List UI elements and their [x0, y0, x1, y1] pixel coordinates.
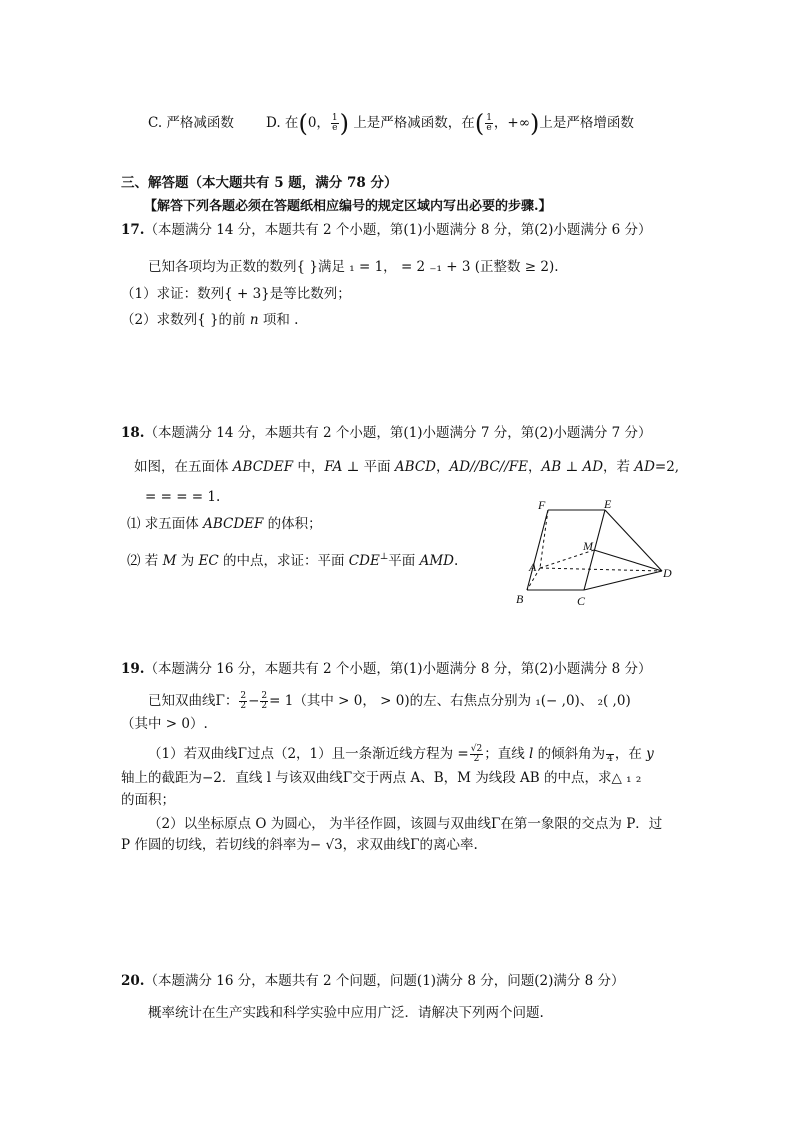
interval2-fraction: $\frac{1}{e}$ — [486, 113, 492, 133]
q20-stem: 概率统计在生产实践和科学实验中应用广泛．请解决下列两个问题. — [148, 1005, 544, 1021]
q18-header-text: （本题满分 14 分，本题共有 2 个小题，第(1)小题满分 7 分，第(2)小题满分 7 分） — [144, 425, 652, 441]
q16-option-d-suffix: 上是严格增函数 — [539, 115, 634, 131]
q20-header — [121, 972, 625, 990]
q19-header-text: （本题满分 16 分，本题共有 2 个小题，第(1)小题满分 8 分，第(2)小题满分 8 分） — [144, 661, 652, 677]
q17-header-text: （本题满分 14 分，本题共有 2 个小题，第(1)小题满分 8 分，第(2)小题满分 6 分） — [144, 222, 652, 238]
label-M: M — [583, 539, 593, 553]
q19-part1: （1）若双曲线Γ过点（2，1）且一条渐近线方程为 = $\frac{√2}{2}$ ；直线 l 的倾斜角为 4 ，在 y — [148, 744, 654, 764]
q18-part1: ⑴ 求五面体 ABCDEF 的体积； — [127, 516, 322, 532]
interval1-fraction: $\frac{1}{e}$ — [331, 113, 338, 133]
q18-header — [121, 424, 652, 442]
q16-option-d-mid: 上是严格减函数，在 — [353, 115, 475, 131]
label-E: E — [604, 497, 612, 511]
q16-option-c: C. 严格减函数 — [148, 115, 234, 131]
interval1-open: ( — [298, 109, 308, 138]
label-A: A — [529, 560, 537, 574]
q16-option-d — [266, 109, 634, 138]
interval2-close: ) — [529, 109, 540, 138]
q18-part2: ⑵ 若 M 为 EC 的中点，求证：平面 CDE⊥平面 AMD. — [127, 552, 459, 569]
interval2-open: ( — [474, 109, 485, 138]
q16-option-d-prefix: D. 在 — [266, 115, 299, 131]
interval1-left: 0， — [307, 115, 330, 131]
q17-header — [121, 221, 652, 239]
pentahedron-figure — [505, 495, 685, 610]
q20-number: 20. — [121, 973, 145, 989]
q19-part2-line2: P 作圆的切线，若切线的斜率为− √3，求双曲线Γ的离心率. — [121, 837, 478, 853]
interval2-right: ，+∞ — [493, 115, 530, 131]
q18-equal-line: = = = = 1. — [145, 489, 221, 505]
interval1-close: ) — [339, 109, 350, 138]
q19-part1-line2: 轴上的截距为−2．直线 l 与该双曲线Γ交于两点 A、B，M 为线段 AB 的中点，求△ ₁ ₂ — [121, 770, 642, 786]
q19-stem: 已知双曲线Γ： $\frac{2}{2}$ − $\frac{2}{2}$ = 1（其中 > 0， > 0)的左、右焦点分别为 ₁(− ,0)、 ₂( ,0) — [148, 691, 631, 711]
q19-stem-cont: （其中 > 0）. — [121, 716, 208, 732]
label-B: B — [516, 592, 524, 606]
q19-part2-line1: （2）以坐标原点 O 为圆心， 为半径作圆，该圆与双曲线Γ在第一象限的交点为 P．过 — [148, 816, 663, 832]
q20-header-text: （本题满分 16 分，本题共有 2 个问题，问题(1)满分 8 分，问题(2)满分 8 分） — [144, 973, 625, 989]
label-C: C — [577, 594, 586, 608]
q17-number: 17. — [121, 222, 145, 238]
q17-stem: 已知各项均为正数的数列{ }满足 ₁ = 1， = 2 ₋₁ + 3 (正整数 ≥ 2). — [148, 259, 559, 275]
q17-part2: （2）求数列{ }的前 n 项和 . — [121, 312, 299, 328]
q19-part1-line3: 的面积； — [121, 792, 175, 808]
q19-header — [121, 660, 652, 678]
label-F: F — [538, 498, 546, 512]
section3-instruction: 【解答下列各题必须在答题纸相应编号的规定区域内写出必要的步骤.】 — [144, 199, 552, 214]
q17-part1: （1）求证：数列{ + 3}是等比数列； — [121, 286, 351, 302]
q18-stem: 如图，在五面体 ABCDEF 中，FA ⊥ 平面 ABCD，AD//BC//FE，AB ⊥ AD，若 AD=2, — [134, 459, 680, 475]
q18-number: 18. — [121, 425, 145, 441]
section3-title: 三、解答题（本大题共有 5 题，满分 78 分） — [121, 175, 398, 191]
label-D: D — [663, 566, 672, 580]
q19-number: 19. — [121, 661, 145, 677]
